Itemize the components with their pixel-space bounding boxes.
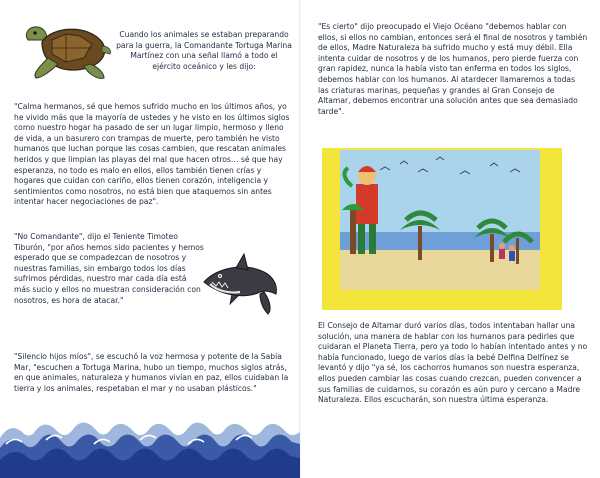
shark-icon	[200, 252, 284, 316]
ocean-waves-icon	[0, 418, 300, 478]
ocean-speech-paragraph: "Es cierto" dijo preocupado el Viejo Océano "debemos hablar con ellos, si ellos no cambian, entonces será el final de nosotros y también de ellos, Madre Naturaleza ha sufrido mucho y está muy débil. Ella intenta cuidar de nosotros y de los humanos, pero pierde fuerza con gran rapidez, nunca la había visto tan enferma en todos los siglos, debemos hablar con los humanos. Al atardecer llamaremos a todas las criaturas marinas, pequeñas y grandes al Gran Consejo de Altamar, debemos encontrar una solución antes que sea demasiado tarde".	[318, 22, 588, 116]
intro-paragraph: Cuando los animales se estaban preparando para la guerra, la Comandante Tortuga Marina Martínez con una señal llamó a todo el ejército oceánico y les dijo:	[116, 30, 292, 71]
page-gutter	[299, 0, 301, 478]
shark-speech-paragraph: "No Comandante", dijo el Teniente Timoteo Tiburón, "por años hemos sido pacientes y hemos esperado que se compadezcan de nosotros y nuestras familias, sin embargo todos los días sufrimos pérdidas, nuestro mar cada día está más sucio y ellos no muestran consideración con nosotros, es hora de atacar."	[14, 232, 204, 305]
turtle-speech-paragraph: "Calma hermanos, sé que hemos sufrido mucho en los últimos años, yo he vivido más que la mayoría de ustedes y he visto en los últimos siglos como nuestro hogar ha pasado de ser un lugar limpio, hermoso y lleno de vida, a un basurero con trampas de muerte, pero también he visto humanos que luchan porque las cosas cambien, que rescatan animales heridos y que limpian las playas del mal que hacen otros… sé que hay esperanza, no todo es malo en ellos, ellos también tienen crías y hogares que cuidan con cariño, ellos tienen corazón, inteligencia y sentimientos como nosotros, no está bien que ataquemos sin antes intentar hacer negociaciones de paz".	[14, 102, 290, 207]
sea-turtle-icon	[22, 18, 114, 84]
child-drawing-icon	[340, 150, 540, 290]
sea-speech-paragraph: "Silencio hijos míos", se escuchó la voz hermosa y potente de la Sabia Mar, "escuchen a Tortuga Marina, hubo un tiempo, muchos siglos atrás, en que animales, naturaleza y humanos vivían en paz, ellos cuidaban la tierra y los animales, respetaban el mar y no usaban plásticos."	[14, 352, 289, 393]
council-paragraph: El Consejo de Altamar duró varios días, todos intentaban hallar una solución, una manera de hablar con los humanos para pedirles que cuidaran el Planeta Tierra, pero ya todo lo habían intentado antes y no había funcionado, luego de varios días la bebé Delfina Delfínez se levantó y dijo "ya sé, los cachorros humanos son nuestra esperanza, ellos pueden cambiar las cosas cuando crezcan, pueden convencer a sus familias de cuidarnos, su corazón es aún puro y cercano a Madre Naturaleza. Ellos escucharán, son nuestra última esperanza.	[318, 321, 588, 405]
